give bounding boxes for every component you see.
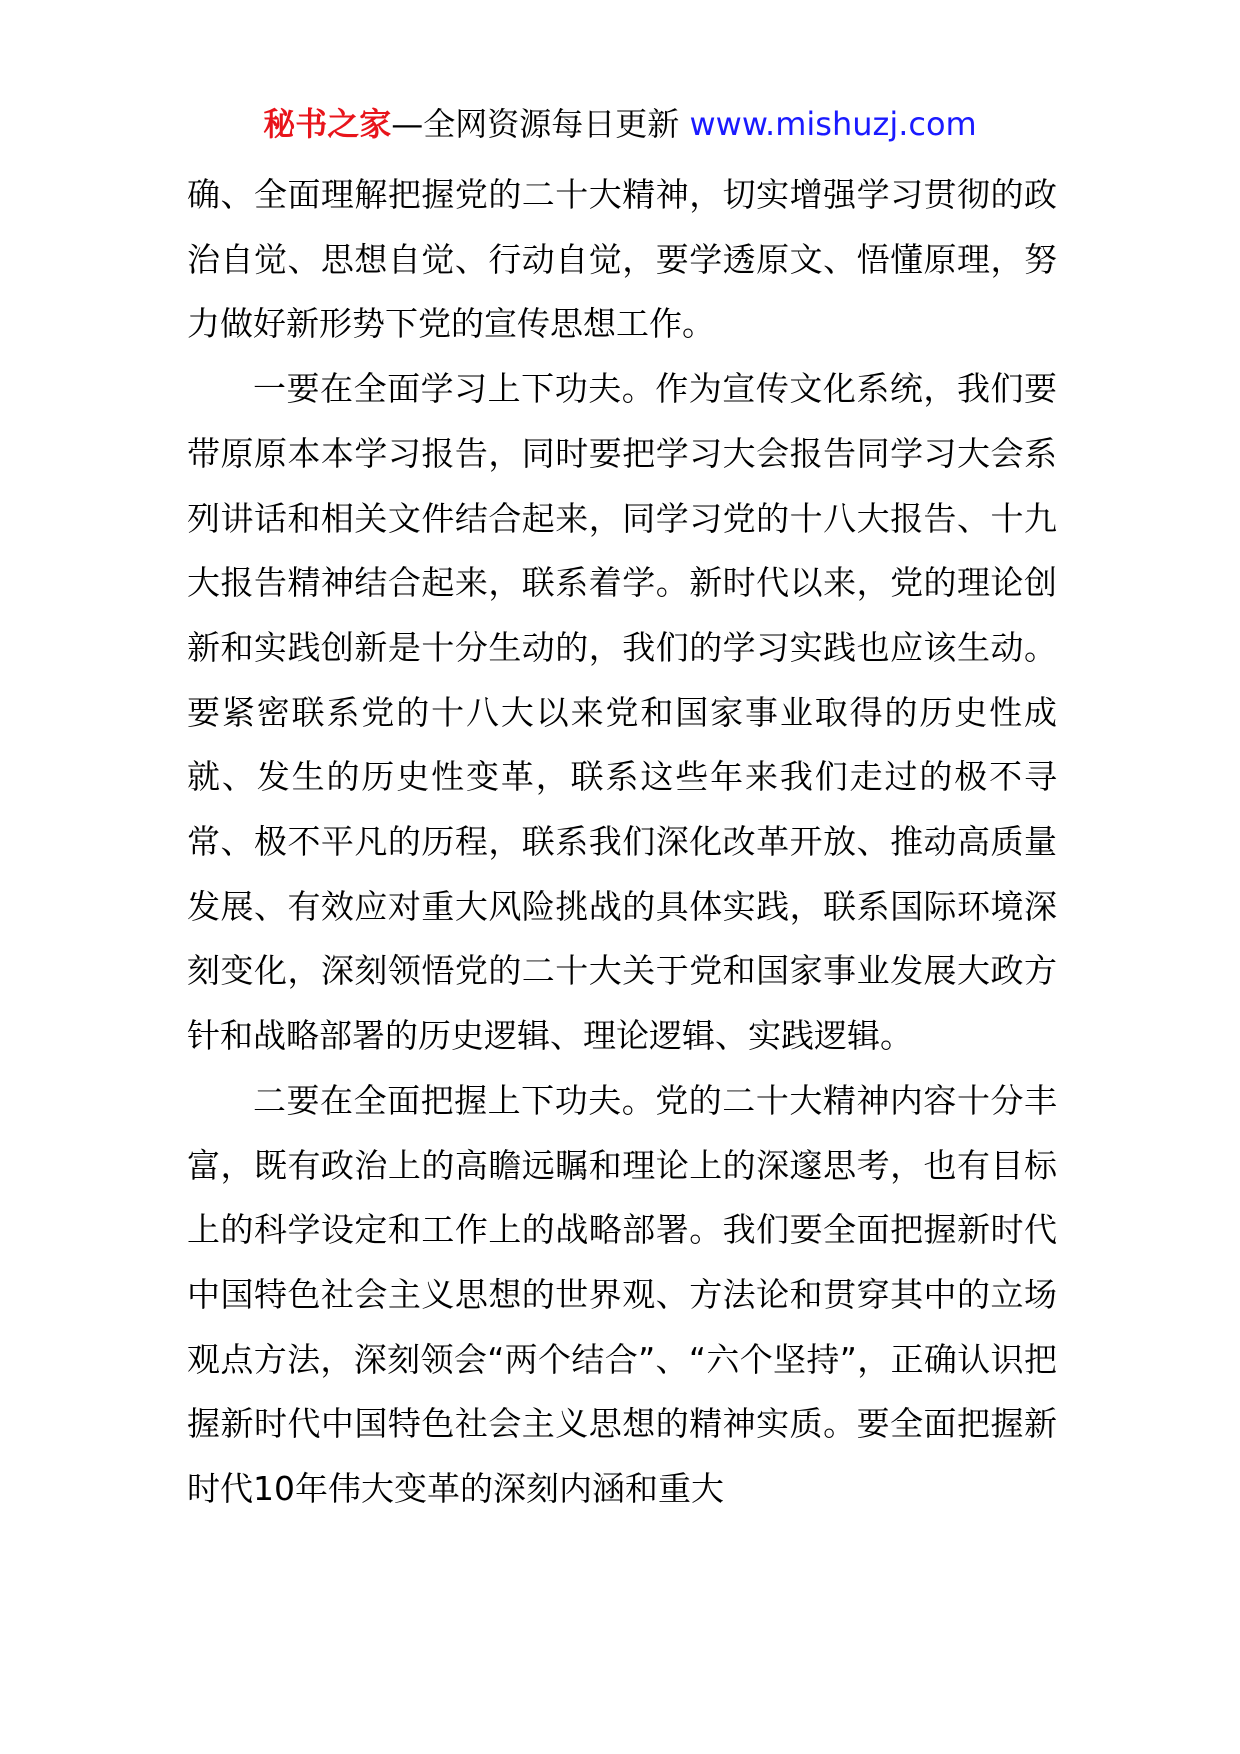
paragraph-second-point: 二要在全面把握上下功夫。党的二十大精神内容十分丰富，既有政治上的高瞻远瞩和理论上的深邃思考，也有目标上的科学设定和工作上的战略部署。我们要全面把握新时代中国特色社会主义思想的世界观、方法论和贯穿其中的立场观点方法，深刻领会“两个结合”、“六个坚持”，正确认识把握新时代中国特色社会主义思想的精神实质。要全面把握新时代10年伟大变革的深刻内涵和重大 xyxy=(187,1080,1057,1509)
site-slogan: —全网资源每日更新 xyxy=(391,105,690,143)
site-header xyxy=(0,104,1240,144)
site-url-link[interactable]: www.mishuzj.com xyxy=(689,105,977,143)
site-brand: 秘书之家 xyxy=(263,105,392,143)
paragraph-continued: 确、全面理解把握党的二十大精神，切实增强学习贯彻的政治自觉、思想自觉、行动自觉，要学透原文、悟懂原理，努力做好新形势下党的宣传思想工作。 xyxy=(187,175,1057,344)
paragraph-first-point: 一要在全面学习上下功夫。作为宣传文化系统，我们要带原原本本学习报告，同时要把学习大会报告同学习大会系列讲话和相关文件结合起来，同学习党的十八大报告、十九大报告精神结合起来，联系着学。新时代以来，党的理论创新和实践创新是十分生动的，我们的学习实践也应该生动。要紧密联系党的十八大以来党和国家事业取得的历史性成就、发生的历史性变革，联系这些年来我们走过的极不寻常、极不平凡的历程，联系我们深化改革开放、推动高质量发展、有效应对重大风险挑战的具体实践，联系国际环境深刻变化，深刻领悟党的二十大关于党和国家事业发展大政方针和战略部署的历史逻辑、理论逻辑、实践逻辑。 xyxy=(187,369,1057,1056)
document-body xyxy=(187,163,1057,1522)
